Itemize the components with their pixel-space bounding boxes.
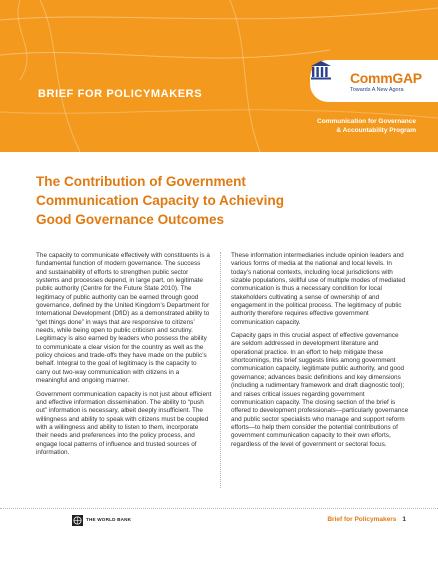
title-line-1: The Contribution of Government bbox=[36, 174, 246, 189]
program-name bbox=[317, 117, 416, 135]
pillars-icon bbox=[310, 60, 332, 80]
logo-tagline: Towards A New Agora bbox=[350, 87, 404, 93]
footer-label bbox=[327, 516, 406, 523]
world-bank-globe-icon bbox=[72, 515, 83, 526]
program-line-2: & Accountability Program bbox=[336, 127, 416, 134]
document-title bbox=[36, 172, 366, 229]
program-line-1: Communication for Governance bbox=[317, 118, 416, 125]
logo-name: CommGAP bbox=[350, 70, 422, 86]
page-number: 1 bbox=[402, 516, 406, 523]
title-line-3: Good Governance Outcomes bbox=[36, 212, 225, 227]
world-bank-name: THE WORLD BANK bbox=[86, 517, 132, 522]
body-column-left bbox=[36, 252, 212, 462]
brief-label: BRIEF FOR POLICYMAKERS bbox=[38, 88, 203, 100]
column-divider bbox=[220, 252, 221, 488]
paragraph: Capacity gaps in this crucial aspect of effective governance are seldom addressed in development literature and operational practice. In an effort to help mitigate these shortcomings, this brief suggests links among government communication capacity, legitimate public authority, and good governance; advances basic definitions and key dimensions (including a rudimentary framework and draft diagnostic tool); and raises critical issues regarding government communication capacity. The closing section of the brief is offered to development professionals—particularly governance and public sector specialists who manage and support reform efforts—to help them consider the potential contributions of government communication capacity to their own efforts, regardless of the level of government or sectoral focus. bbox=[231, 332, 409, 448]
commgap-logo bbox=[310, 60, 438, 102]
header-banner bbox=[0, 0, 438, 152]
body-column-right bbox=[231, 252, 409, 454]
paragraph: Government communication capacity is not just about efficient and effective information dissemination. The ability to “push out” information is necessary, albeit deeply insufficient. The willingness and ability to speak with citizens must be coupled with a willingness and ability to listen to them, incorporate their needs and preferences into the policy process, and engage local patterns of influence and trusted sources of information. bbox=[36, 390, 212, 456]
footer-brief-label: Brief for Policymakers bbox=[327, 516, 397, 523]
title-line-2: Communication Capacity to Achieving bbox=[36, 193, 284, 208]
footer-divider bbox=[0, 508, 438, 509]
paragraph: These information intermediaries include opinion leaders and various forms of media at the national and local levels. In today’s national contexts, including local jurisdictions with sizable populations, skillful use of multiple modes of mediated communication is thus a necessary condition for local stakeholders cultivating a sense of ownership of and engagement in the political process. The legitimacy of public authority therefore requires effective government communication capacity. bbox=[231, 252, 406, 326]
paragraph: The capacity to communicate effectively with constituents is a fundamental function of modern governance. The success and sustainability of efforts to strengthen public sector systems and processes depend, in large part, on legitimate public authority (Centre for the Future State 2010). The legitimacy of public authority can be earned through good governance, defined by the United Kingdom’s Department for International Development (DfID) as a demonstrated ability to “get things done” in ways that are responsive to citizens’ needs, while being open to public criticism and scrutiny. Legitimacy is also earned by leaders who possess the ability to communicate a clear vision for the country as well as the policy choices and trade-offs they have made on the public’s behalf. Integral to the goal of legitimacy is the capacity to carry out two-way communication with citizens in a meaningful and ongoing manner. bbox=[36, 252, 210, 385]
